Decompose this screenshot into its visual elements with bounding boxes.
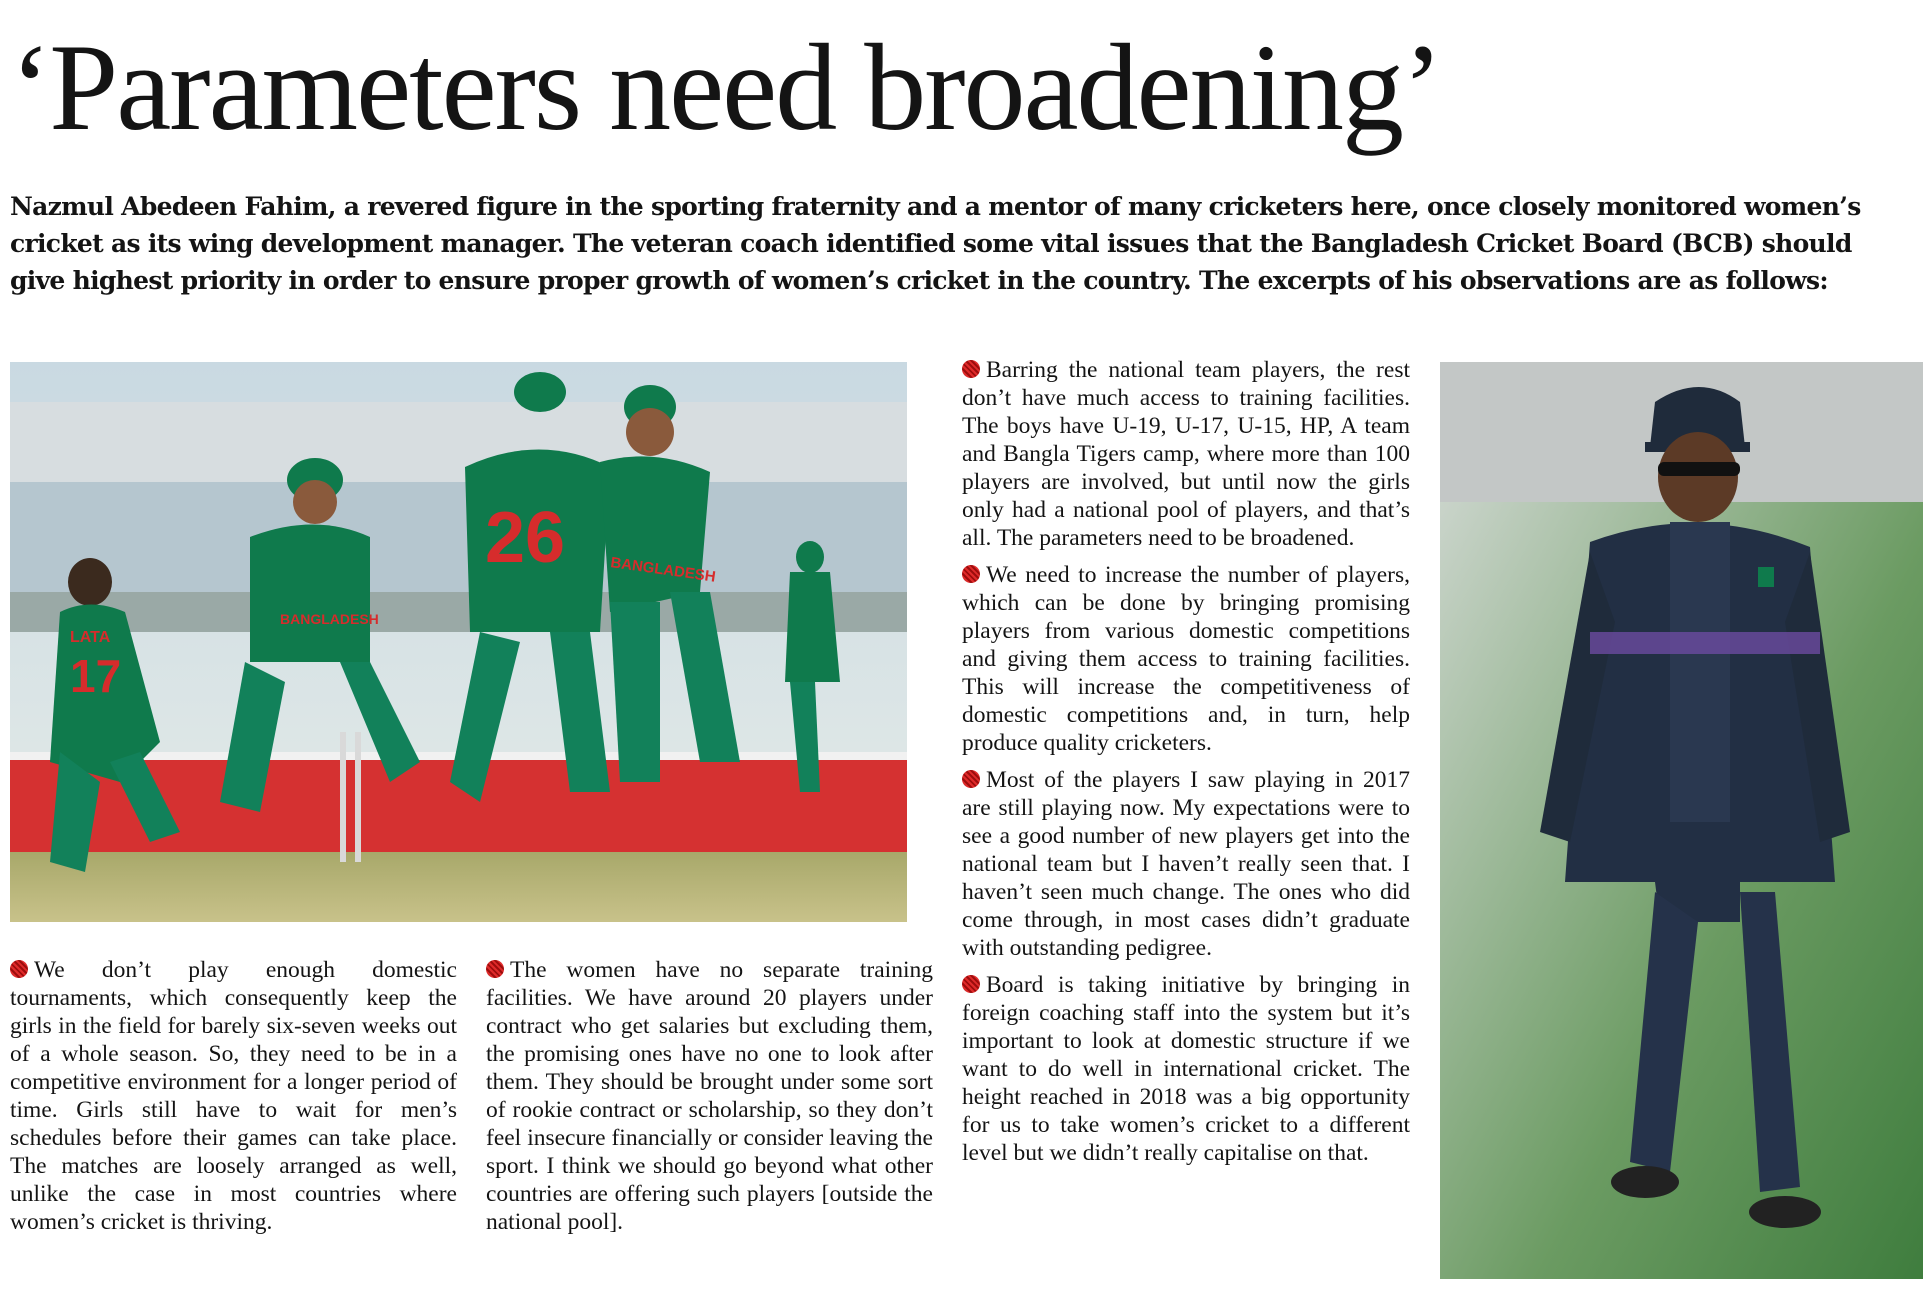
- bullet-icon: [962, 565, 980, 583]
- observation-text: Board is taking initiative by bringing in foreign coaching staff into the system but it’s important to look at domestic structure if we want to do well in international cricket. The height reached in 2018 was a big opportunity for us to take women’s cricket to a different level but we didn’t really capitalise on that.: [962, 972, 1410, 1166]
- coach-illustration: [1440, 362, 1923, 1279]
- headline: ‘Parameters need broadening’: [10, 19, 1442, 156]
- observation-3: [962, 356, 1410, 552]
- column-1: [10, 956, 457, 1236]
- observation-text: Barring the national team players, the rest don’t have much access to training facilities. The boys have U-19, U-17, U-15, HP, A team and Bangla Tigers camp, where more than 100 players are involved, but until now the girls only had a national pool of players, and that’s all. The parameters need to be broadened.: [962, 357, 1410, 551]
- observation-text: We don’t play enough domestic tournaments, which consequently keep the girls in the field for barely six-seven weeks out of a whole season. So, they need to be in a competitive environment for a longer period of time. Girls still have to wait for men’s schedules before their games can take place. The matches are loosely arranged as well, unlike the case in most countries where women’s cricket is thriving.: [10, 957, 457, 1235]
- observation-5: [962, 766, 1410, 962]
- observation-text: The women have no separate training facilities. We have around 20 players under contract who get salaries but excluding them, the promising ones have no one to look after them. They should be brought under some sort of rookie contract or scholarship, so they don’t feel insecure financially or consider leaving the sport. I think we should go beyond what other countries are offering such players [outside the national pool].: [486, 957, 933, 1235]
- bullet-icon: [962, 770, 980, 788]
- jersey-number-26: 26: [485, 498, 566, 578]
- team-celebration-photo: [10, 362, 907, 922]
- observation-text: We need to increase the number of players, which can be done by bringing promising players from various domestic competitions and giving them access to training facilities. This will increase the competitiveness of domestic competitions and, in turn, help produce quality cricketers.: [962, 562, 1410, 756]
- observation-2: [486, 956, 933, 1236]
- observation-4: [962, 561, 1410, 757]
- bullet-icon: [10, 960, 28, 978]
- column-2: [486, 956, 933, 1236]
- intro-paragraph: Nazmul Abedeen Fahim, a revered figure in the sporting fraternity and a mentor of many cricketers here, once closely monitored women’s cricket as its wing development manager. The veteran coach identified some vital issues that the Bangladesh Cricket Board (BCB) should give highest priority in order to ensure proper growth of women’s cricket in the country. The excerpts of his observations are as follows:: [10, 192, 1861, 295]
- observation-text: Most of the players I saw playing in 2017 are still playing now. My expectations were to see a good number of new players get into the national team but I haven’t really seen that. I haven’t seen much change. The ones who did come through, in most cases didn’t graduate with outstanding pedigree.: [962, 767, 1410, 961]
- bullet-icon: [962, 975, 980, 993]
- coach-photo: [1440, 362, 1923, 1279]
- jersey-name-lata: LATA: [70, 629, 111, 646]
- jersey-number-17: 17: [70, 650, 122, 702]
- team-celebration-illustration: [10, 362, 907, 922]
- jersey-text: BANGLADESH: [609, 554, 717, 586]
- jersey-text-2: BANGLADESH: [280, 611, 379, 627]
- observation-1: [10, 956, 457, 1236]
- bullet-icon: [962, 360, 980, 378]
- bullet-icon: [486, 960, 504, 978]
- column-3: [962, 356, 1410, 1167]
- observation-6: [962, 971, 1410, 1167]
